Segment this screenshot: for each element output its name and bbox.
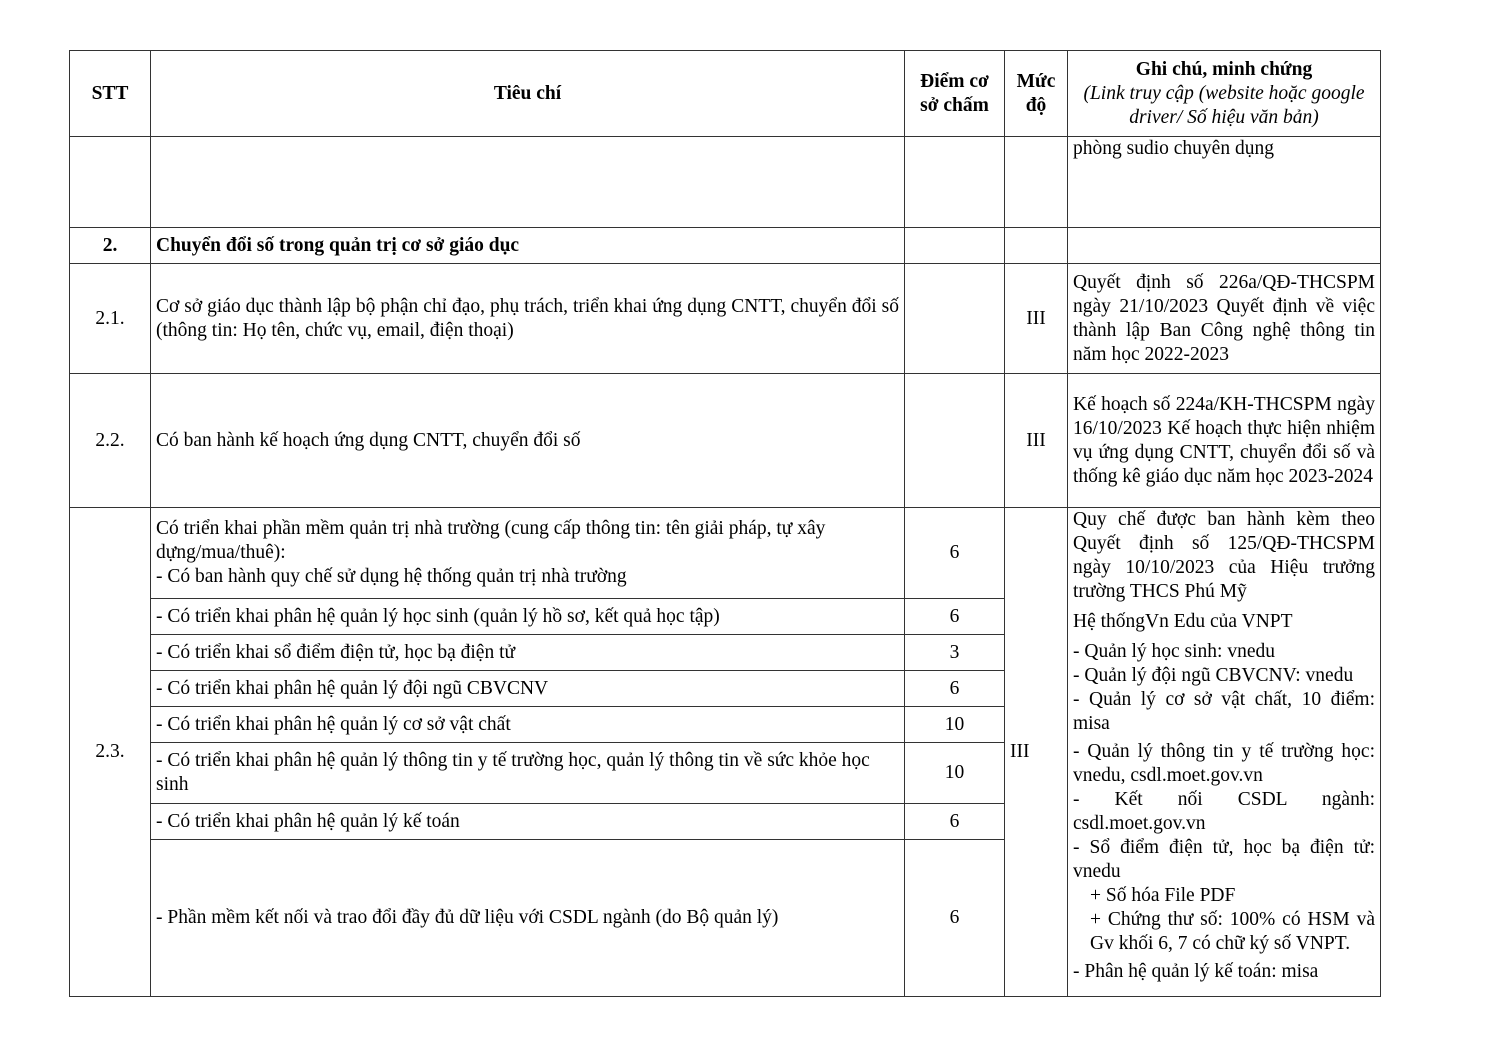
row-stt: 2.3. <box>70 508 151 997</box>
ghi-chu-text: - Kết nối CSDL ngành: csdl.moet.gov.vn <box>1073 789 1375 834</box>
row-tieu-chi: - Có triển khai phân hệ quản lý thông tin y tế trường học, quản lý thông tin về sức khỏe học sinh <box>151 743 905 804</box>
row-tieu-chi: - Có triển khai phân hệ quản lý học sinh (quản lý hồ sơ, kết quả học tập) <box>151 599 905 635</box>
row-ghi-chu: Kế hoạch số 224a/KH-THCSPM ngày 16/10/2023 Kế hoạch thực hiện nhiệm vụ ứng dụng CNTT, chuyển đổi số và thống kê giáo dục năm học 2023-2024 <box>1068 374 1381 508</box>
row-stt: 2.1. <box>70 264 151 374</box>
ghi-chu-text: - Phân hệ quản lý kế toán: misa <box>1073 961 1319 982</box>
ghi-chu-text: Hệ thốngVn Edu của VNPT <box>1073 611 1293 632</box>
row-diem: 6 <box>905 840 1005 997</box>
row-tieu-chi: - Có triển khai phân hệ quản lý kế toán <box>151 804 905 840</box>
table-row-continued <box>70 137 1381 228</box>
row-diem <box>905 264 1005 374</box>
row-tieu-chi: - Phần mềm kết nối và trao đổi đầy đủ dữ liệu với CSDL ngành (do Bộ quản lý) <box>151 840 905 997</box>
row-tieu-chi: Có ban hành kế hoạch ứng dụng CNTT, chuyển đổi số <box>151 374 905 508</box>
table-row-2-3 <box>70 508 1381 599</box>
ghi-chu-text: Quy chế được ban hành kèm theo Quyết định số 125/QĐ-THCSPM ngày 10/10/2023 của Hiệu trưởng trường THCS Phú Mỹ <box>1073 509 1375 602</box>
row-diem: 6 <box>905 508 1005 599</box>
cell-diem <box>905 228 1005 264</box>
ghi-chu-text: - Quản lý cơ sở vật chất, 10 điểm: misa <box>1073 689 1375 734</box>
row-diem: 10 <box>905 707 1005 743</box>
row-stt: 2.2. <box>70 374 151 508</box>
ghi-chu-text: + Chứng thư số: 100% có HSM và Gv khối 6, 7 có chữ ký số VNPT. <box>1090 909 1375 954</box>
row-diem: 6 <box>905 599 1005 635</box>
criteria-table <box>69 50 1381 997</box>
header-stt: STT <box>70 51 151 137</box>
tieu-chi-text: Có triển khai phần mềm quản trị nhà trường (cung cấp thông tin: tên giải pháp, tự xây dựng/mua/thuê): <box>156 518 826 563</box>
table-row-2-2 <box>70 374 1381 508</box>
row-tieu-chi: - Có triển khai sổ điểm điện tử, học bạ điện tử <box>151 635 905 671</box>
row-diem: 6 <box>905 804 1005 840</box>
ghi-chu-text: - Sổ điểm điện tử, học bạ điện tử: vnedu <box>1073 837 1375 882</box>
header-row <box>70 51 1381 137</box>
cell-stt <box>70 137 151 228</box>
row-muc-do: III <box>1005 264 1068 374</box>
header-muc-do: Mức độ <box>1005 51 1068 137</box>
cell-ghi-chu: phòng sudio chuyên dụng <box>1068 137 1381 228</box>
cell-tieu-chi <box>151 137 905 228</box>
section-row-2 <box>70 228 1381 264</box>
tieu-chi-text: - Có ban hành quy chế sử dụng hệ thống quản trị nhà trường <box>156 566 627 587</box>
cell-muc-do <box>1005 228 1068 264</box>
row-tieu-chi: - Có triển khai phân hệ quản lý đội ngũ CBVCNV <box>151 671 905 707</box>
row-tieu-chi: Cơ sở giáo dục thành lập bộ phận chỉ đạo, phụ trách, triển khai ứng dụng CNTT, chuyển đổi số (thông tin: Họ tên, chức vụ, email, điện thoại) <box>151 264 905 374</box>
ghi-chu-text: + Số hóa File PDF <box>1090 885 1236 906</box>
row-ghi-chu: Quyết định số 226a/QĐ-THCSPM ngày 21/10/2023 Quyết định về việc thành lập Ban Công nghệ thông tin năm học 2022-2023 <box>1068 264 1381 374</box>
header-diem: Điểm cơ sở chấm <box>905 51 1005 137</box>
row-muc-do: III <box>1005 508 1068 997</box>
ghi-chu-text: - Quản lý thông tin y tế trường học: vnedu, csdl.moet.gov.vn <box>1073 741 1375 786</box>
row-tieu-chi <box>151 508 905 599</box>
table-row-2-1 <box>70 264 1381 374</box>
cell-ghi-chu <box>1068 228 1381 264</box>
row-ghi-chu <box>1068 508 1381 997</box>
section-stt: 2. <box>70 228 151 264</box>
cell-muc-do <box>1005 137 1068 228</box>
row-muc-do: III <box>1005 374 1068 508</box>
row-diem <box>905 374 1005 508</box>
row-tieu-chi: - Có triển khai phân hệ quản lý cơ sở vật chất <box>151 707 905 743</box>
row-diem: 10 <box>905 743 1005 804</box>
row-diem: 6 <box>905 671 1005 707</box>
header-ghi-chu <box>1068 51 1381 137</box>
cell-diem <box>905 137 1005 228</box>
section-title: Chuyển đổi số trong quản trị cơ sở giáo dục <box>151 228 905 264</box>
ghi-chu-text: - Quản lý học sinh: vnedu <box>1073 641 1276 662</box>
header-ghi-chu-title: Ghi chú, minh chứng <box>1135 58 1313 80</box>
header-ghi-chu-subtitle: (Link truy cập (website hoặc google driver/ Số hiệu văn bản) <box>1083 82 1365 128</box>
ghi-chu-text: - Quản lý đội ngũ CBVCNV: vnedu <box>1073 665 1354 686</box>
row-diem: 3 <box>905 635 1005 671</box>
header-tieu-chi: Tiêu chí <box>151 51 905 137</box>
